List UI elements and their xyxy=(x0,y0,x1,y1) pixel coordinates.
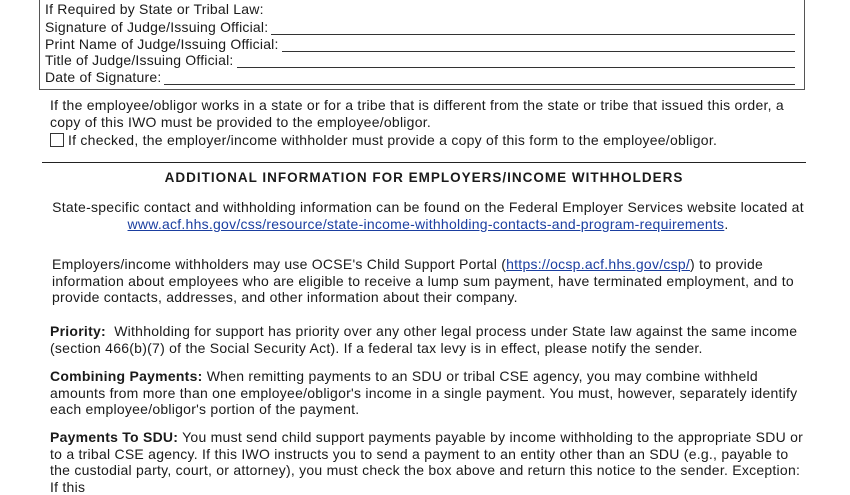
child-support-portal-info: Employers/income withholders may use OCSE's Child Support Portal (https://ocsp.acf.hhs.gov/csp/) to provide information about employees who are eligible to receive a lump sum payment, have terminated employment, and to provide contacts, addresses, and other information about their company. xyxy=(52,256,794,305)
judge-print-name-field[interactable]: Print Name of Judge/Issuing Official: xyxy=(45,36,795,52)
section-divider xyxy=(42,162,806,163)
child-support-portal-link[interactable]: https://ocsp.acf.hhs.gov/csp/ xyxy=(506,256,691,272)
date-rule xyxy=(164,72,795,85)
priority-label: Priority: xyxy=(50,323,106,339)
signature-block xyxy=(39,0,805,90)
provide-copy-checkbox[interactable] xyxy=(50,133,64,147)
federal-employer-services-link[interactable]: www.acf.hhs.gov/css/resource/state-income-withholding-contacts-and-program-requirements xyxy=(127,215,725,232)
title-rule xyxy=(237,55,796,68)
payments-to-sdu-label: Payments To SDU: xyxy=(50,429,179,445)
copy-notice-checkbox-row xyxy=(50,132,810,149)
print-name-rule xyxy=(282,39,795,52)
provide-copy-checkbox-label: If checked, the employer/income withholder must provide a copy of this form to the employee/obligor. xyxy=(68,132,718,148)
priority-paragraph: Priority: Withholding for support has priority over any other legal process under State law against the same income (section 466(b)(7) of the Social Security Act). If a federal tax levy is in effect, please notify the sender. xyxy=(50,323,798,356)
signature-rule xyxy=(271,22,795,35)
section-heading: ADDITIONAL INFORMATION FOR EMPLOYERS/INCOME WITHHOLDERS xyxy=(164,170,684,185)
judge-signature-field[interactable]: Signature of Judge/Issuing Official: xyxy=(45,19,795,35)
judge-title-field[interactable]: Title of Judge/Issuing Official: xyxy=(45,52,795,68)
copy-notice-text: If the employee/obligor works in a state or for a tribe that is different from the state or tribe that issued this order, a copy of this IWO must be provided to the employee/obligor. xyxy=(50,97,784,130)
signature-block-header: If Required by State or Tribal Law: xyxy=(45,1,264,17)
combining-payments-paragraph: Combining Payments: When remitting payments to an SDU or tribal CSE agency, you may combine withheld amounts from more than one employee/obligor's income in a single payment. You must, however, separately identify each employee/obligor's portion of the payment. xyxy=(50,368,798,417)
date-of-signature-field[interactable]: Date of Signature: xyxy=(45,69,795,85)
payments-to-sdu-paragraph: Payments To SDU: You must send child support payments payable by income withholding to the appropriate SDU or to a tribal CSE agency. If this IWO instructs you to send a payment to an entity other than an SDU (e.g., payable to the custodial party, court, or attorney), you must check the box above and return this notice to the sender. Exception: If this xyxy=(50,429,804,495)
state-specific-info: State-specific contact and withholding information can be found on the Federal Employer Services website located at www.acf.hhs.gov/css/resource/state-income-withholding-contacts-and-program-requirements. xyxy=(52,199,804,232)
combining-payments-label: Combining Payments: xyxy=(50,368,203,384)
